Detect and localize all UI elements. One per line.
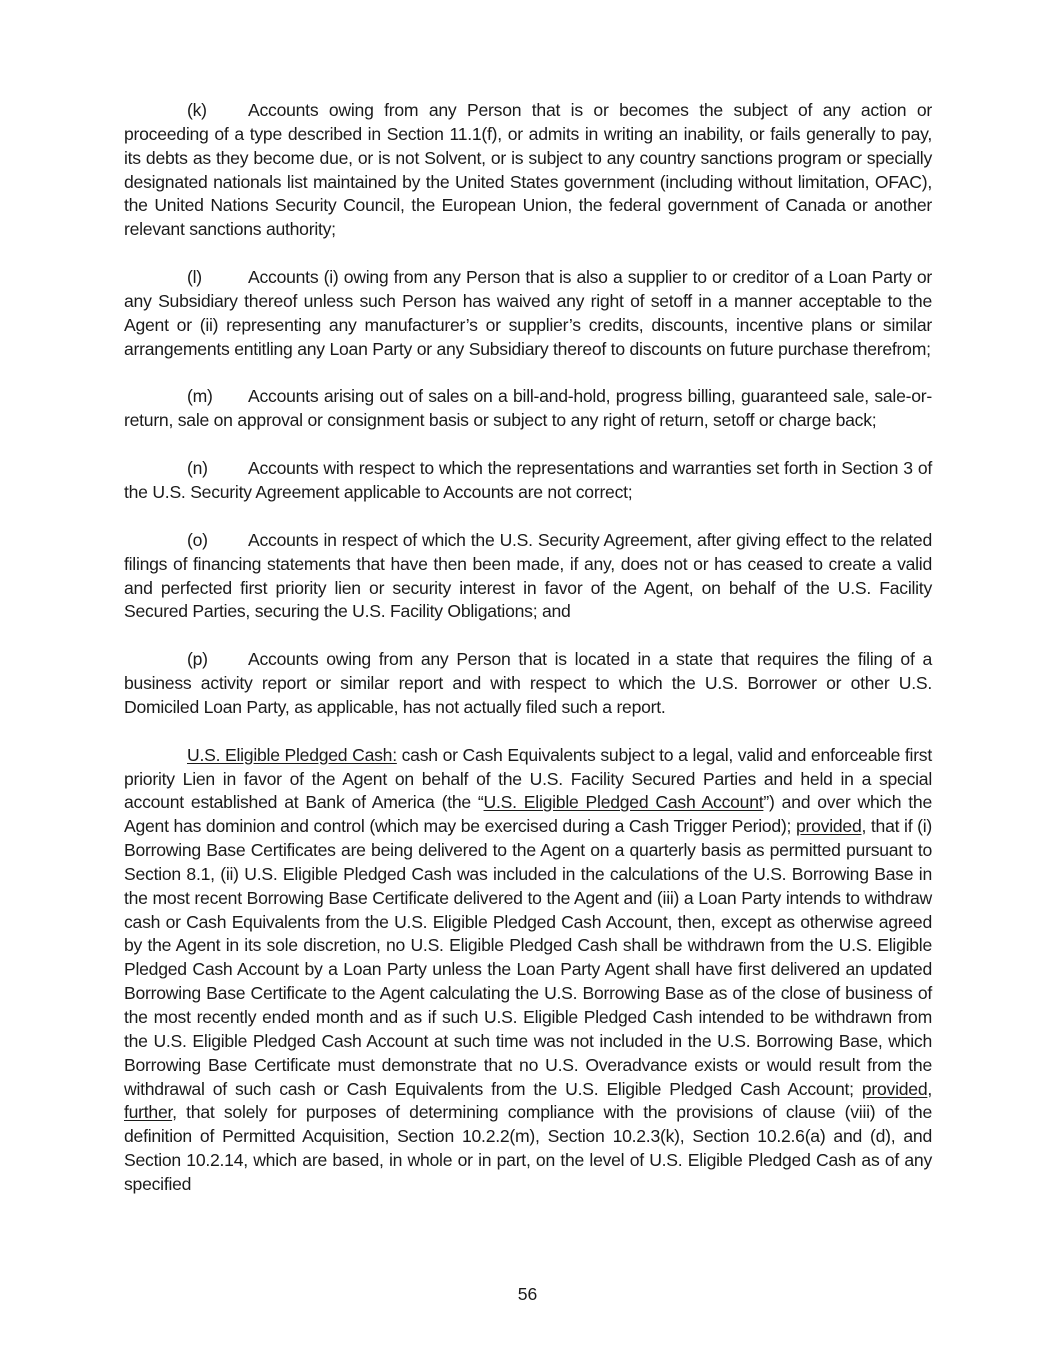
page-number: 56 (517, 1284, 538, 1304)
clause-n (124, 457, 932, 505)
clause-label: (p) (187, 649, 208, 670)
definition-text: , that if (i) Borrowing Base Certificates are being delivered to the Agent on a quarterly basis as permitted pursuant to Section 8.1, (ii) U.S. Eligible Pledged Cash was included in the calculations of the U.S. Borrowing Base in the most recent Borrowing Base Certificate delivered to the Agent and (iii) a Loan Party intends to withdraw cash or Cash Equivalents from the U.S. Eligible Pledged Cash Account, then, except as otherwise agreed by the Agent in its sole discretion, no U.S. Eligible Pledged Cash shall be withdrawn from the U.S. Eligible Pledged Cash Account by a Loan Party unless the Loan Party Agent shall have first delivered an updated Borrowing Base Certificate to the Agent calculating the U.S. Borrowing Base as of the close of business of the most recently ended month and as if such U.S. Eligible Pledged Cash intended to be withdrawn from the U.S. Eligible Pledged Cash Account at such time was not included in the U.S. Borrowing Base, which Borrowing Base Certificate must demonstrate that no U.S. Overadvance exists or would result from the withdrawal of such cash or Cash Equivalents from the U.S. Eligible Pledged Cash Account; (124, 816, 933, 1099)
definition-text: ”) and over which the Agent has dominion and control (which may be exercised during a Cash Trigger Period); (124, 792, 932, 837)
further-term: further (124, 1102, 173, 1123)
definition-us-eligible-pledged-cash (124, 744, 932, 1197)
defined-term: U.S. Eligible Pledged Cash: (187, 744, 397, 765)
clause-l (124, 266, 932, 361)
clause-label: (l) (187, 267, 202, 288)
clause-k (124, 99, 932, 242)
document-page (124, 99, 932, 1221)
clause-o (124, 529, 932, 624)
clause-text: Accounts in respect of which the U.S. Security Agreement, after giving effect to the related filings of financing statements that have then been made, if any, does not or has ceased to create a valid and perfected first priority lien or security interest in favor of the Agent, on behalf of the U.S. Facility Secured Parties, securing the U.S. Facility Obligations; and (124, 529, 932, 622)
definition-text: , that solely for purposes of determining compliance with the provisions of clause (viii) of the definition of Permitted Acquisition, Section 10.2.2(m), Section 10.2.3(k), Section 10.2.6(a) and (d), and Section 10.2.14, which are based, in whole or in part, on the level of U.S. Eligible Pledged Cash as of any specified (124, 1102, 932, 1194)
definition-text: cash or Cash Equivalents subject to a legal, valid and enforceable first priority Lien in favor of the Agent on behalf of the U.S. Facility Secured Parties and held in a special account established at Bank of America (the “ (124, 744, 932, 813)
clause-label: (n) (187, 458, 208, 479)
clause-label: (k) (187, 100, 207, 120)
clause-m (124, 385, 932, 433)
clause-text: Accounts with respect to which the representations and warranties set forth in Section 3 of the U.S. Security Agreement applicable to Accounts are not correct; (124, 458, 932, 502)
clause-label: (o) (187, 529, 208, 550)
definition-text: , (927, 1078, 932, 1099)
clause-text: Accounts arising out of sales on a bill-and-hold, progress billing, guaranteed sale, sale-or-return, sale on approval or consignment basis or subject to any right of return, setoff or charge back; (124, 386, 932, 431)
clause-text: Accounts owing from any Person that is located in a state that requires the filing of a business activity report or similar report and with respect to which the U.S. Borrower or other U.S. Domiciled Loan Party, as applicable, has not actually filed such a report. (124, 649, 932, 717)
defined-term-account: U.S. Eligible Pledged Cash Account (483, 792, 764, 813)
provided-term: provided (795, 816, 862, 837)
provided-term: provided (861, 1078, 928, 1099)
clause-text: Accounts owing from any Person that is or becomes the subject of any action or proceeding of a type described in Section 11.1(f), or admits in writing an inability, or fails generally to pay, its debts as they become due, or is not Solvent, or is subject to any country sanctions program or specially designated nationals list maintained by the United States government (including without limitation, OFAC), the United Nations Security Council, the European Union, the federal government of Canada or another relevant sanctions authority; (124, 100, 932, 240)
clause-text: Accounts (i) owing from any Person that is also a supplier to or creditor of a Loan Party or any Subsidiary thereof unless such Person has waived any right of setoff in a manner acceptable to the Agent or (ii) representing any manufacturer’s or supplier’s credits, discounts, incentive plans or similar arrangements entitling any Loan Party or any Subsidiary thereof to discounts on future purchase therefrom; (124, 267, 932, 359)
clause-p (124, 648, 932, 720)
clause-label: (m) (187, 386, 213, 407)
